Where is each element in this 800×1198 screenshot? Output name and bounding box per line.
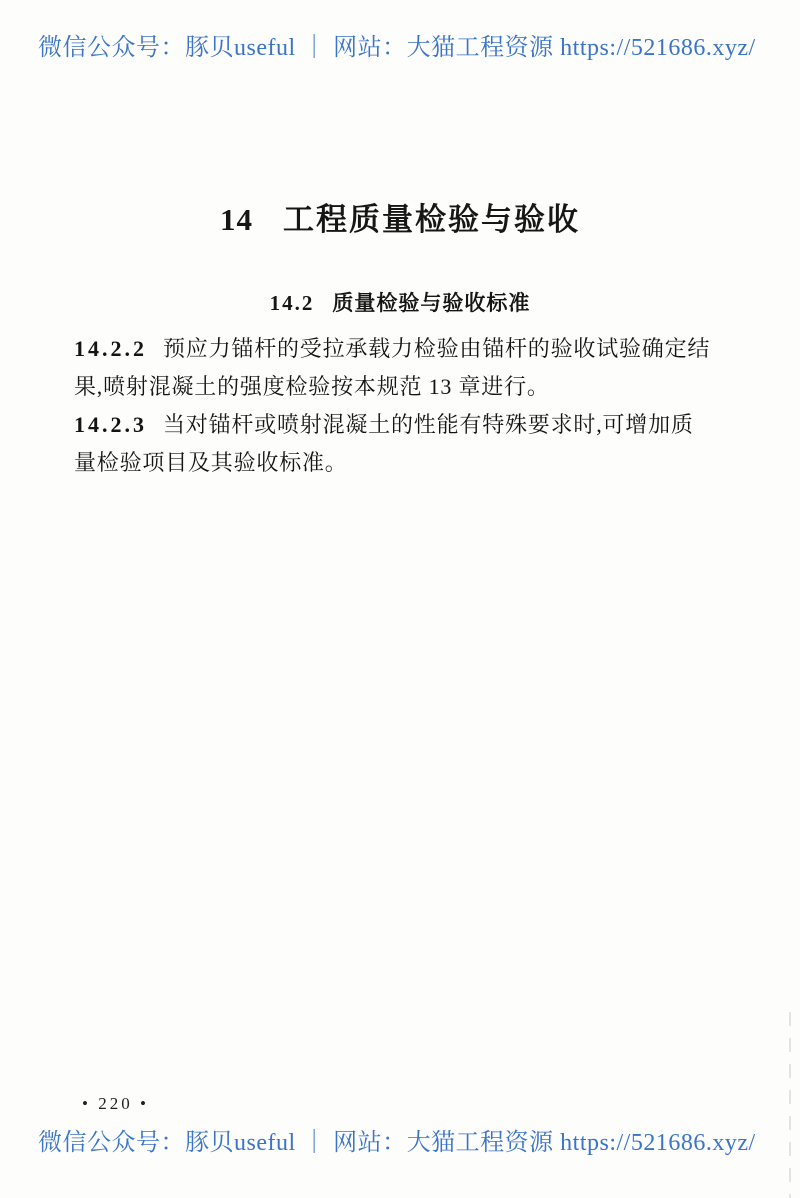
clause-text: 当对锚杆或喷射混凝土的性能有特殊要求时,可增加质 bbox=[163, 412, 694, 437]
clause-14-2-2-line-2 bbox=[74, 368, 730, 406]
chapter-number: 14 bbox=[220, 202, 253, 237]
section-heading bbox=[0, 287, 800, 317]
watermark-header: 微信公众号：豚贝useful ｜ 网站：大猫工程资源 https://521686.xyz/ bbox=[38, 35, 756, 61]
watermark-footer: 微信公众号：豚贝useful ｜ 网站：大猫工程资源 https://521686.xyz/ bbox=[38, 1130, 756, 1156]
clause-text: 果,喷射混凝土的强度检验按本规范 13 章进行。 bbox=[74, 374, 550, 399]
clause-14-2-3-line-2 bbox=[74, 444, 730, 482]
body-text bbox=[74, 330, 730, 482]
chapter-title bbox=[0, 194, 800, 239]
chapter-title-text: 工程质量检验与验收 bbox=[283, 202, 580, 237]
clause-number: 14.2.2 bbox=[74, 336, 147, 361]
clause-number: 14.2.3 bbox=[74, 412, 147, 437]
clause-text: 预应力锚杆的受拉承载力检验由锚杆的验收试验确定结 bbox=[163, 336, 711, 361]
section-heading-text: 质量检验与验收标准 bbox=[332, 292, 531, 315]
clause-text: 量检验项目及其验收标准。 bbox=[74, 450, 348, 475]
page-number: • 220 • bbox=[82, 1094, 149, 1113]
section-number: 14.2 bbox=[269, 291, 315, 315]
clause-14-2-2-line-1 bbox=[74, 330, 730, 368]
clause-14-2-3-line-1 bbox=[74, 406, 730, 444]
scan-artifact-line bbox=[789, 1012, 791, 1198]
